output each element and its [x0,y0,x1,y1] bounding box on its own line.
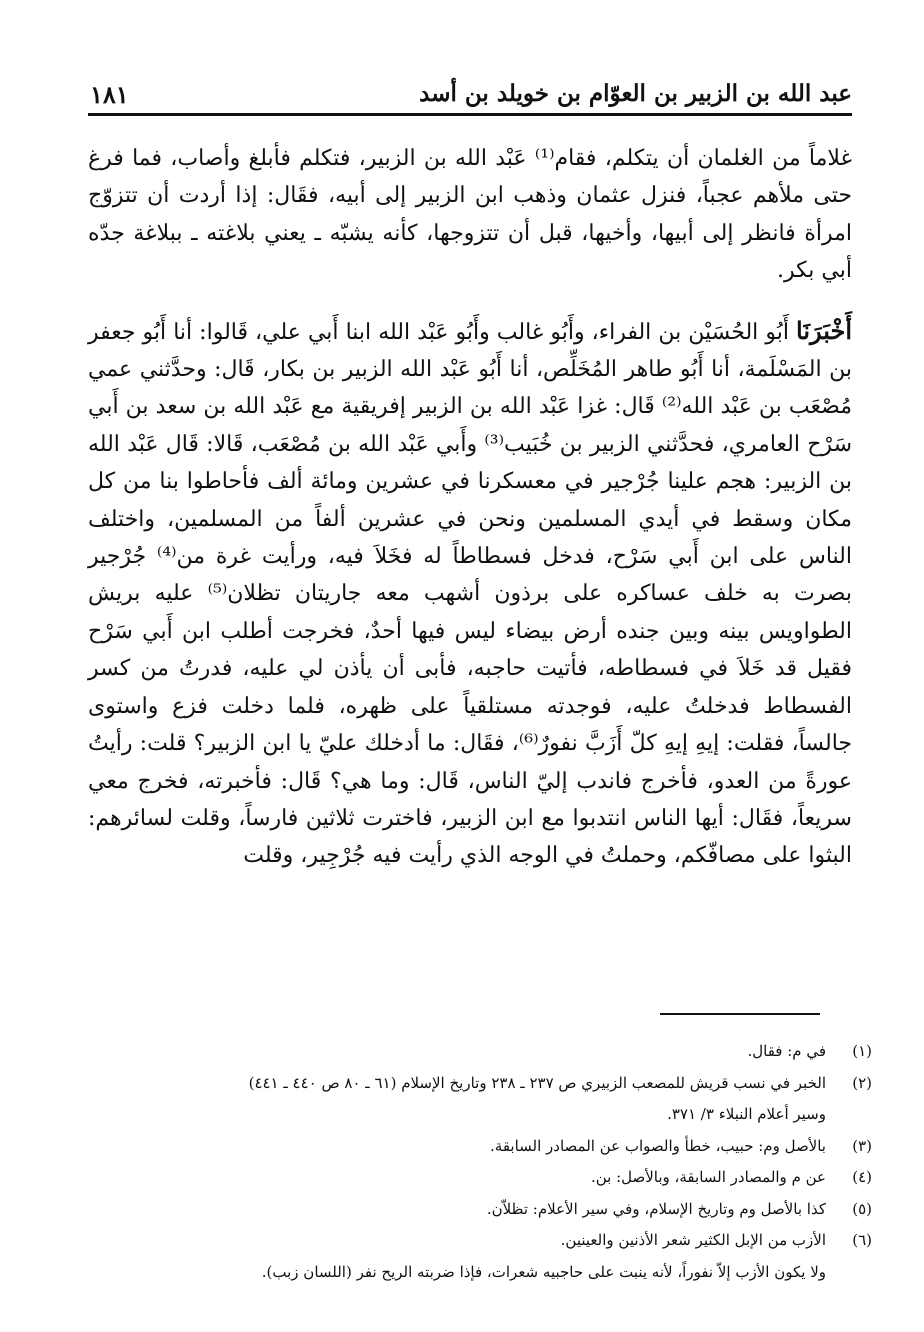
footnote-text: عن م والمصادر السابقة، وبالأصل: بن. [590,1168,826,1186]
footnote-number: (٤) [852,1168,872,1186]
page-number: ١٨١ [90,80,129,109]
footnote-number: (١) [852,1042,872,1060]
footnotes [90,1036,872,1288]
paragraph-1: غلاماً من الغلمان أن يتكلم، فقام⁽¹⁾ عَبْد الله بن الزبير، فتكلم فأبلغ وأصاب، فما فرغ حتى ملأهم عجباً، فنزل عثمان وذهب ابن الزبير إلى أبيه، فقَال: إذا أردت أن تتزوّج امرأة فانظر إلى أبيها، وأخيها، قبل أن تتزوجها، كأنه يشبّه ـ يعني بلاغته ـ ببلاغة جدّه أبي بكر. [88,146,853,284]
footnote-number: (٢) [852,1073,872,1092]
footnote-continuation: ولا يكون الأزب إلاّ نفوراً، لأنه ينبت على حاجبيه شعرات، فإذا ضربته الريح نفر (اللسان زبب). [261,1262,826,1281]
footnote-continuation: وسير أعلام النبلاء ٣/ ٣٧١. [667,1105,826,1123]
footnote-text: الأزب من الإبل الكثير شعر الأذنين والعينين. [560,1231,826,1249]
footnote-item [90,1131,872,1163]
footnote-text: في م: فقال. [747,1042,826,1060]
footnote-item [90,1194,872,1226]
paragraph-2-text: أَبُو الحُسَيْن بن الفراء، وأَبُو غالب وأَبُو عَبْد الله ابنا أَبي علي، قَالوا: أنا أَبُو جعفر بن المَسْلَمة، أنا أَبُو طاهر المُخَلِّص، أنا أَبُو عَبْد الله الزبير بن بكار، قَال: وحدَّثني عمي مُصْعَب بن عَبْد الله⁽²⁾ قَال: غزا عَبْد الله بن الزبير إفريقية مع عَبْد الله بن سعد بن أَبي سَرْح العامري، فحدَّثني الزبير بن خُبَيب⁽³⁾ وأَبي عَبْد الله بن مُصْعَب، قَالا: قَال عَبْد الله بن الزبير: هجم علينا جُرْجير في معسكرنا في عشرين ومائة ألف فأحاطوا بنا من كل مكان وسقط في أيدي المسلمين ونحن في عشرين ألفاً من المسلمين، واختلف الناس على ابن أَبي سَرْح، فدخل فسطاطاً له فخَلاَ فيه، ورأيت غرة من⁽⁴⁾ جُرْجير بصرت به خلف عساكره على برذون أشهب معه جاريتان تظلان⁽⁵⁾ عليه بريش الطواويس بينه وبين جنده أرض بيضاء ليس فيها أحدٌ، فخرجت أطلب ابن أَبي سَرْح فقيل قد خَلاَ في فسطاطه، فأتيت حاجبه، فأبى أن يأذن لي عليه، فدرتُ من كسر الفسطاط فدخلتُ عليه، فوجدته مستلقياً على ظهره، فلما دخلت فزع واستوى جالساً، فقلت: إيهِ إيهِ كلّ أَزَبَّ نفورٌ⁽⁶⁾، فقَال: ما أدخلك عليّ يا ابن الزبير؟ قلت: رأيتُ عورةً من العدو، فأخرج فاندب إليّ الناس، قَال: وما هي؟ قَال: فأخبرته، فخرج معي سريعاً، فقَال: أيها الناس انتدبوا مع ابن الزبير، فاخترت ثلاثين فارساً، وقلت لسائرهم: البثوا على مصافّكم، وحملتُ في الوجه الذي رأيت فيه جُرْجِير، وقلت [88,319,853,869]
paragraph-2 [88,312,852,875]
footnote-item [90,1225,872,1257]
main-text [88,140,852,875]
header-rule [88,113,852,116]
footnote-text: بالأصل وم: حبيب، خطأ والصواب عن المصادر السابقة. [490,1136,826,1155]
footnote-number: (٦) [852,1231,872,1249]
footnote-number: (٣) [852,1136,872,1155]
footnote-number: (٥) [852,1199,872,1218]
footnote-item [90,1068,872,1100]
footnote-text: الخبر في نسب قريش للمصعب الزبيري ص ٢٣٧ ـ ٢٣٨ وتاريخ الإسلام (٦١ ـ ٨٠ ص ٤٤٠ ـ ٤٤١) [248,1073,826,1092]
footnote-item [90,1036,872,1068]
footnote-text: كذا بالأصل وم وتاريخ الإسلام، وفي سير الأعلام: تظلاّن. [486,1199,826,1218]
page-header [90,74,852,112]
paragraph-lead-word: أَخْبَرَنَا [796,315,852,345]
footnote-rule [660,1013,820,1015]
footnote-item [90,1162,872,1194]
running-title: عبد الله بن الزبير بن العوّام بن خويلد بن أسد [419,80,852,107]
